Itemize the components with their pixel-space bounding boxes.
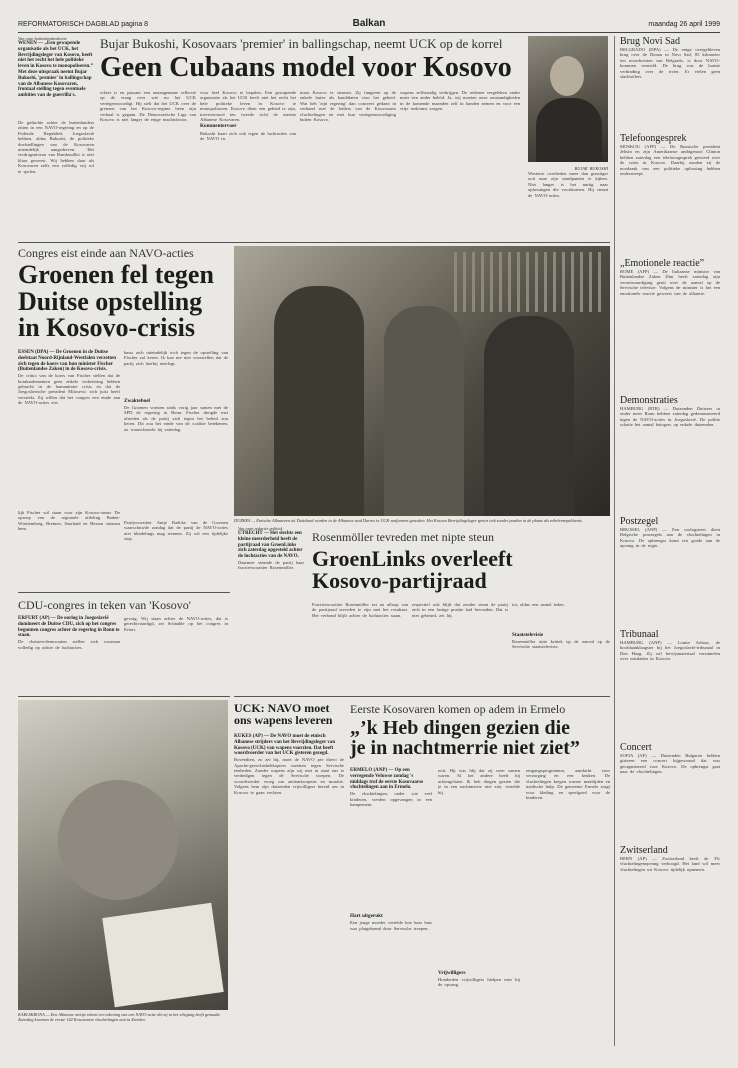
child-figure [58,780,178,900]
sidebar-item-text: ROME (AFP) — De Italiaanse minister van Buitenlandse Zaken Dini heeft zaterdag zijn verontwaardiging geuit over de aanval op de Servische televisie. Volgens de minister is het een emotionele reactie geweest van de alliantie. [620,269,720,296]
story6-lede: ERMELO (ANP) — Op een verregende Veluwse zondag 's middags trof de eerste Kosovaarse vluchtelingen aan in Ermelo. [350,768,424,791]
sidebar-divider [614,36,615,1046]
story4-byline: Van onze redactie politiek [238,526,283,531]
story6-subhead2: Vrijwilligers [438,970,466,976]
running-head-date: maandag 26 april 1999 [648,21,720,28]
story2-col-a [18,350,120,521]
sidebar-item-text: MOSKOU (AFP) — De Russische president Jeltsin en zijn Amerikaanse ambtgenoot Clinton hebben zaterdag een telefoongesprek gevoerd over de crisis in Kosovo. Daarbij zouden zij de noodzaak van een politieke oplossing hebben onderstreept. [620,144,720,177]
story2-body-e: Partijvoorzitter Antje Radcke van de Groenen waarschuwde zondag dat de partij de NAVO-acties niet blindelings mag steunen. Zij wil een tijdelijke stop. [124,520,228,542]
story6-subhead: Hart uitgerukt [350,913,383,920]
sidebar-item-title: Zwitserland [620,845,668,856]
soldier-figure-center [384,306,464,516]
story2-headline-line: Groenen fel tegen [18,260,214,289]
story4-headline [312,548,612,593]
story3-kicker: CDU-congres in teken van 'Kosovo' [18,598,191,612]
story4-col-d [512,602,610,699]
story6-kicker: Eerste Kosovaren komen op adem in Ermelo [350,702,566,716]
section-title: Balkan [352,18,386,29]
story3-lede: ERFURT (AP) — De oorlog in Joegoslavië domineert de Duitse CDU, zich op het congres begonnen congres achter de regering in Bonn te staan. [18,616,120,639]
story2-headline-line: Duitse opstelling [18,286,203,316]
sidebar-item-dateline: BRUSSEL (ANP) — Een oorlogsteen dient Belgische postzegels aan de vluchtelingen in Kosovo. [620,527,720,543]
sidebar-item-text: SOFIA (AP) — Duizenden Bulgaren hebben gisteren een concert bijgewoond dat was georganiseerd voor Kosovo. De opbrengst gaat naar de vluchtelingen. [620,753,720,775]
sidebar-item-dateline: BERN (AP) — Zwitserland heeft de 3% vluchtelingenopvang verhoogd. [620,856,720,867]
story4-headline-line: Kosovo-partijraad [312,568,487,594]
story1-byline: Van onze buitenlandredactie [18,36,67,41]
story5-lede: KUKES (AP) — De NAVO moet de etnisch Albanese strijders van het Bevrijdingsleger van Kosovo (UCK) van wapens voorzien. Dat heeft woordvoerder van het UCK gisteren gezegd. [234,734,336,757]
sidebar-item-title: Postzegel [620,516,659,527]
story4-lede: UTRECHT — Het slechts een kleine meerderheid heeft de partijraad van GroenLinks zich zaterdag opgesteld achter de luchtacties van de NAVO. [238,531,303,560]
sidebar-item-text: BERN (AP) — Zwitserland heeft de 3% vluchtelingenopvang verhoogd. Het land wil meer vluchtelingen uit Kosovo tijdelijk opnemen. [620,856,720,872]
story6-body-e: omgangsprogramma, aandacht voor verzorging en een keuken. De vluchtelingen kregen warme maaltijden en medische hulp. De gemeente Ermelo zorgt voor kleding en speelgoed voor de kinderen. [526,768,610,801]
portrait-suit [536,98,602,162]
sidebar-item-title: „Emotionele reactie” [620,258,705,269]
story2-body-c: De Groenen vormen sinds vorig jaar samen met de SPD de regering in Bonn. Fischer dreigde met aftreden als de partij zich tegen het beleid zou keren. Dit zou het einde van de coalitie betekenen, zo waarschuwde hij zaterdag. [124,405,228,432]
durres-photo [234,246,610,516]
sidebar-item-text: BELGRADO (DPA) — De enige overgebleven brug over de Donau in Novi Sad, 85 kilometer ten noordwesten van Belgrado, is door NAVO-bommen vernield. De brug was de laatste verbinding over de rivier. Er vielen geen slachtoffers. [620,47,720,80]
story2-kicker: Congres eist einde aan NAVO-acties [18,246,194,260]
sidebar-item-title: Brug Novi Sad [620,36,680,47]
story4-subhead: Staatstelevisie [512,632,544,638]
sidebar-item [620,742,720,839]
story4-col-a [238,526,304,640]
story1-headline: Geen Cubaans model voor Kosovo [100,52,512,83]
sidebar-item-title: Demonstraties [620,395,678,406]
sidebar-item-title: Concert [620,742,652,753]
sidebar-item-dateline: MOSKOU (AFP) — De Russische president Jeltsin en zijn Amerikaanse ambtgenoot Clinton hebben zaterdag een telefoongesprek gevoerd over de crisis in Kosovo. [620,144,720,166]
sidebar-item-title: Tribunaal [620,629,659,640]
story1-body-e: wapens zelfstandig verkrijgen. De redenen vergeleken onder meer een ander beleid. Ja, wij moeten onze omstandigheden in de komende maanden zelf in handen nemen en voor een vrije toekomst zorgen. [400,90,520,112]
portrait-head [550,56,584,96]
soldier-figure-right [484,316,574,516]
durres-caption: DURRES — Etnische Albanezen uit Duitsland worden in de Albanese stad Durres in UCK-uniformen gestoken. Het Kosova Bevrijdingsleger speurt ook zonder pardon in de plaats als rebelenrepubhenis. [234,518,583,523]
story4-body-b: Fractievoorzitter Rosenmöller zei na afloop van de partijraad tevreden te zijn met het resultaat. Het verbond blijft achter de luchtacties staan. [312,602,408,618]
sidebar-item-text: HAMBURG (ANP) — Louise Arbour, de hoofdaanklaagster bij het Joegoslavië-tribunaal in Den Haag. Zij wil bewijsmateriaal verzamelen over misdaden in Kosovo. [620,640,720,662]
story1-body-c: voor heel Kosovo te bepalen. Een gewapende organisatie als het UCK heeft niet het recht het hele politieke leven in Kosovo te monopoliseren. Kosovo dient een gebied te zijn, toevertrouwd ten tweede richt de meeste Albanese Kosovaren. Kommentervoer Bukoshi kaart zich ook tegen de luchtacties van de NAVO in. [200,90,296,142]
sidebar-item [620,845,720,956]
bukoshi-photo [528,36,608,162]
sidebar-item [620,133,720,252]
story6-headline-line: „’k Heb dingen gezien die [350,717,571,739]
story1-body-b: echter is en passant een onaangename reflectie op de vraag over wie nu het UCK vertegenwoordigt. Hij stelt dat het UCK over de grenzen van het Kosovo-regime heen zijn verhaal is gegaan. De Democratische Liga van Kosovo is niet langer de enige machtsfactor. [100,90,196,123]
story2-body-b: basis zich uiteindelijk toch tegen de opstelling van Fischer zal keren. Ik kan me niet voorstellen dat de partij zich hierbij neerlegt. [124,350,228,366]
story3-body-a: De christen-democraten stellen zich voortaan volledig op achter de luchtacties. [18,639,120,650]
rule [234,696,610,697]
sidebar-item-dateline: HAMBURG (RTR) — Duizenden Duitsers in onder meer Bonn hebben zaterdag gedemonstreerd tegen de NAVO-acties in Joegoslavië. [620,406,720,422]
story4-body-e: Rosenmöller uitte kritiek op de aanval op de Servische staatstelevisie. [512,639,610,650]
story5-headline: UCK: NAVO moet ons wapens leveren [234,701,333,728]
sidebar-item [620,36,720,127]
story1-subhead: Kommentervoer [200,123,237,130]
story6-body-b: Een jonge moeder vertelde hoe haar huis was platgebrand door Servische troepen. [350,920,432,931]
rule [18,242,610,243]
karlskrona-photo [18,700,228,1010]
story1-body-a: De gedachte achter de buitenlanders zitten in een NAVO-regering en op de Federale Republiek Joegoslavië hebben, aldus Bukoshi, de politieke doelstellingen van de Kosovaren uiteindelijk aangedreven. Het verdragsniveau van Rambouillet is niet klaar geweest. Wij hebben daar als Kosovaren zelfs een volledig vrij rol te spelen. [18,120,94,174]
story4-body-d: tot, aldus een aantal leden. [512,602,565,607]
story4-body-c: respectief ook blijft dat zonder steun de partij zich in een lastige positie had bevonden. Dat is niet gebeurd, zei hij. [412,602,508,618]
story2-subhead: Zwakteboel [124,398,150,404]
story1-body-d: maar Kosovo te steunen. Zij fungeren op de enkele huize als kandidaten voor het gebied. Wat heb 'zijn regering' dan concreet gedaan in verband met de leiders van de Kosovaarse vluchtelingen en met hun vertegenwoordiging buiten Kosovo. [300,90,396,123]
sidebar-item-dateline: SOFIA (AP) — Duizenden Bulgaren hebben gisteren een concert bijgewoond dat was georganiseerd voor Kosovo. [620,753,720,769]
story5-col [234,734,344,1007]
sidebar-item-title: Telefoongesprek [620,133,687,144]
story6-headline-line: je in nachtmerrie niet ziet” [350,737,580,760]
story2-lede: ESSEN (DPA) — De Groenen in de Duitse deelstaat Noord-Rijnland-Westfalen verzetten zich tegen de koers van hun minister Fischer (Buitenlandse Zaken) in de Kosovo-crisis. [18,350,117,373]
story6-body-d: Honderden vrijwilligers hielpen mee bij de opvang. [438,977,520,988]
bukoshi-caption: BUJAR BUKOSHI [574,166,608,171]
story6-col-a [350,768,432,1016]
story2-headline [18,262,233,342]
story4-headline-line: GroenLinks overleeft [312,546,513,571]
story3-body-b: gevoig. Wij staan achter de NAVO-acties, dat is gerechtvaardigd, zei Schäuble op het congres in Erfurt. [124,616,228,632]
sidebar-item [620,516,720,623]
sidebar-item-text: BRUSSEL (ANP) — Een oorlogsteen dient Belgische postzegels aan de vluchtelingen in Kosovo. De opbrengst komt ten goede aan de opvang in de regio. [620,527,720,549]
story2-headline-line: in Kosovo-crisis [18,313,195,343]
sidebar-item [620,258,720,389]
sidebar-item-dateline: ROME (AFP) — De Italiaanse minister van Buitenlandse Zaken Dini heeft zaterdag zijn verontwaardiging geuit over de aanval op de Servische televisie. [620,269,720,291]
story6-body-c: ooit. Hij was blij dat zij weer samen waren. Al het andere heeft hij achtergelaten. Ik heb dingen gezien die je in een nachtmerrie niet ziet, vertelde hij. [438,768,520,795]
story1-body-f: BUJAR BUKOSHI Westerse overheden meer dan gunstiger ooit naar zijn standpunten te kijken. Niet langer is het nuttig naar oplossingen die voortkomen. Hij steunt de NAVO-acties. [528,166,608,198]
sidebar-item-dateline: HAMBURG (ANP) — Louise Arbour, de hoofdaanklaagster bij het Joegoslavië-tribunaal in Den Haag. [620,640,720,656]
sidebar-item [620,395,720,510]
fence-background [454,252,604,312]
story2-body-a: De critici van de koers van Fischer stellen dat de bombardementen geen enkele verbetering hebben gebracht in de humanitaire crisis en dat de Joegoslavische president Milosevic zich juist heeft versterkt. Zij willen dat het congres een einde aan de NAVO-acties eist. [18,373,120,406]
story1-lede-column [18,36,94,99]
story1-kicker: Bujar Bukoshi, Kosovaars 'premier' in ballingschap, neemt UCK op de korrel [100,36,503,51]
running-head [18,18,720,33]
running-head-paper: REFORMATORISCH DAGBLAD pagina 8 [18,21,149,28]
soldier-figure-left [274,286,364,516]
story2-body-d: lijk Fischer wil staan voor zijn Kosovo-steun. De oproep van de regionale afdeling Baden-Württemberg, Bremen, Saarland en Hessen steunen hem. [18,510,120,532]
story4-kicker: Rosenmöller tevreden met nipte steun [312,530,494,544]
rule [18,592,230,593]
story6-headline [350,718,610,759]
story3-col-a [18,616,120,695]
sidebar-item [620,629,720,736]
drawing-paper [102,903,223,1007]
sidebar [620,36,720,956]
sidebar-item-text: HAMBURG (RTR) — Duizenden Duitsers in onder meer Bonn hebben zaterdag gedemonstreerd tegen de NAVO-acties in Joegoslavië. De politie schatte het aantal betogers op enkele duizenden. [620,406,720,428]
story1-lede: WENEN — „Een gewapende organisatie als het UCK, het Bevrijdingsleger van Kosovo, heeft niet het recht het hele politieke leven in Kosovo te monopoliseren.” Met deze uitspraak neemt Bujar Bukoshi, 'premier' in ballingschap van de Albanese Kosovaren, frontaal stelling tegen eventuele ambities van de guerrilla's. [18,41,94,99]
karlskrona-caption: KARLSKRONA — Een Albanese meisje tekent een tekening van een NAVO-actie die zij in het vliegtuig heeft gemaakt. Zaterdag kwamen de eerste 142 Kosovaarse vluchtelingen aan in Zweden. [18,1012,221,1022]
sidebar-item-dateline: BELGRADO (DPA) — De enige overgebleven brug over de Donau in Novi Sad, 85 kilometer ten noordwesten van Belgrado, is door NAVO-bommen vernield. [620,47,720,69]
story6-body-a: De vluchtelingen, onder wie veel kinderen, werden opgevangen in een kampement. [350,791,432,807]
story4-body-a: Daarmee steunde de partij haar fractievoorzitter Rosenmöller. [238,559,304,571]
story6-col-b [438,768,520,1037]
rule [18,696,230,697]
story5-body: Bovendien, zo zei hij, moet de NAVO per direct de Apache-gevechtshelikopters inzetten tegen Servische eenheden. Zonder wapens zijn wij niet in staat ons te verdedigen tegen de Servische troepen. De woordvoerder vroeg om antitankwapens en munitie. Volgens hem zijn duizenden vrijwilligers bereid om in Kosovo te gaan vechten. [234,757,344,795]
